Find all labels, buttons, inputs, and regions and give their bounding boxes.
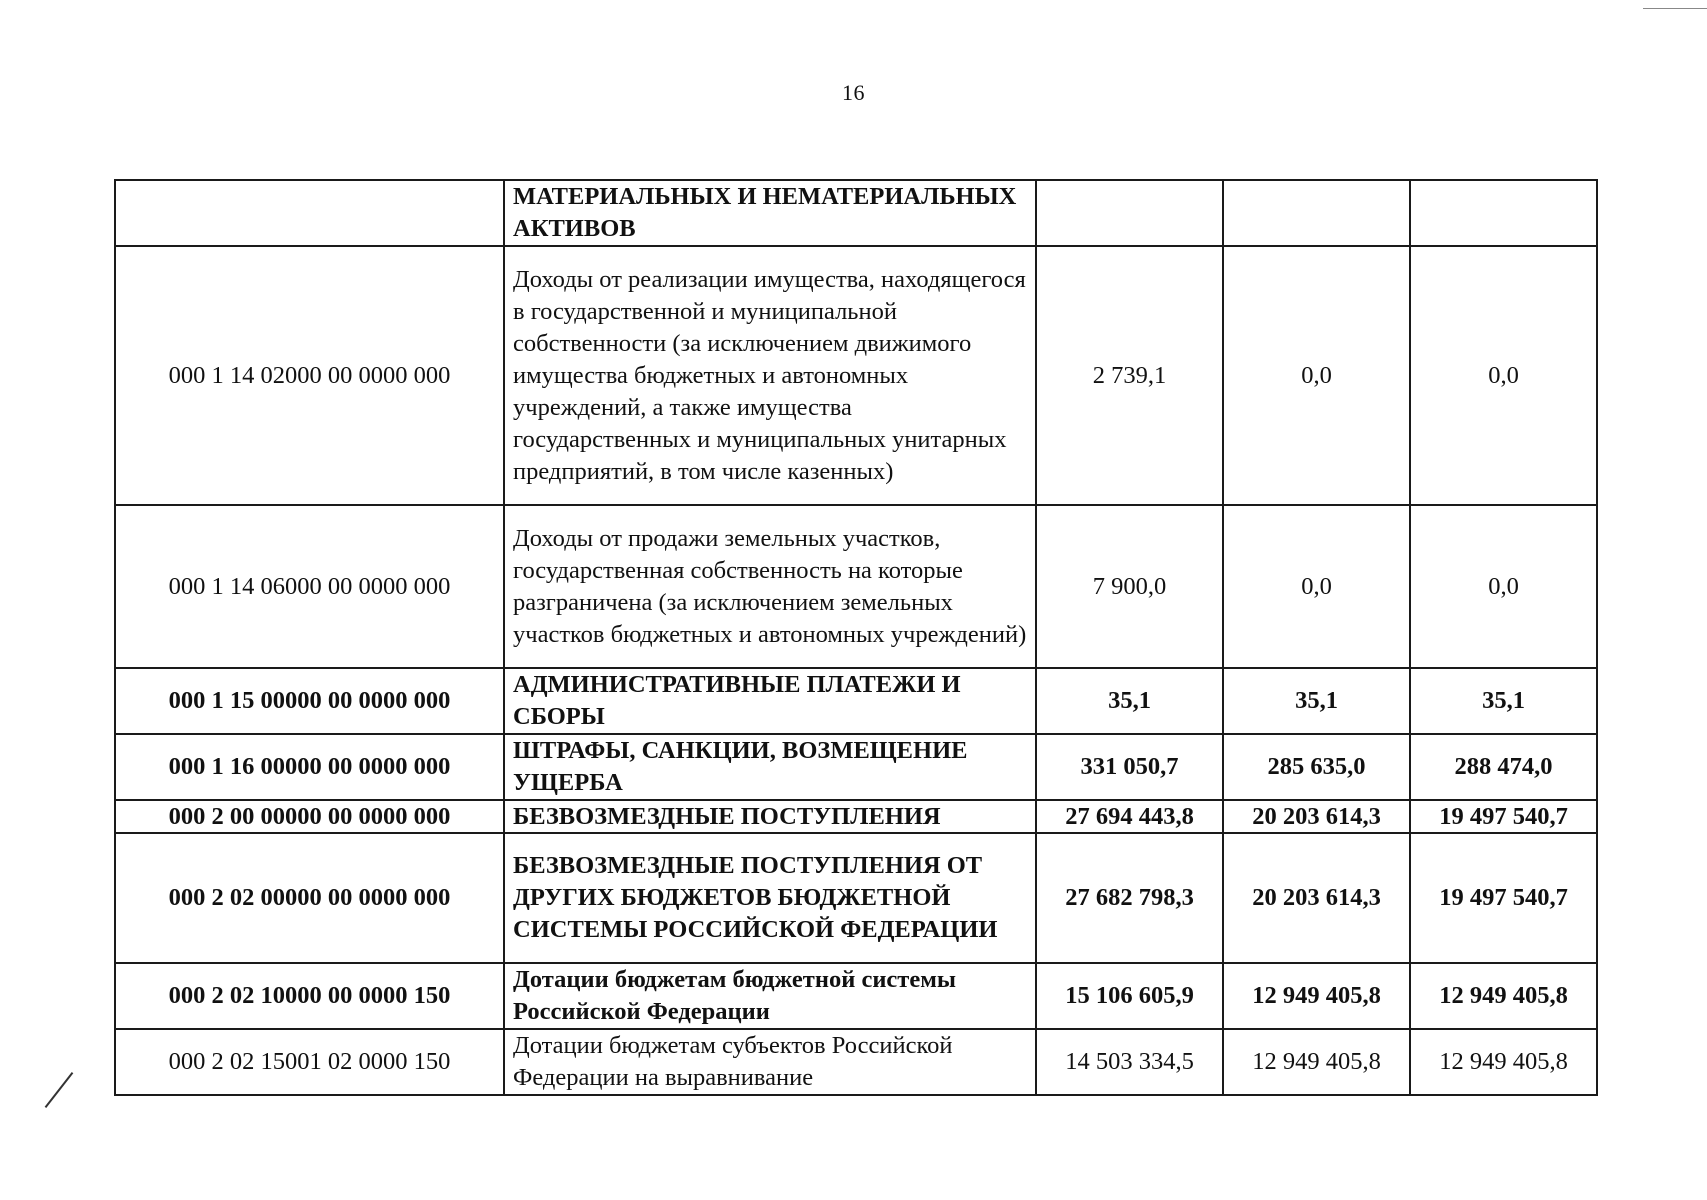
value-col-1: 15 106 605,9 [1036,963,1223,1029]
table-row [115,833,1597,963]
value-col-3: 0,0 [1410,505,1597,668]
value-col-2: 20 203 614,3 [1223,800,1410,833]
value-col-2: 285 635,0 [1223,734,1410,800]
value-col-1: 331 050,7 [1036,734,1223,800]
budget-code: 000 1 15 00000 00 0000 000 [115,668,504,734]
value-col-2: 0,0 [1223,505,1410,668]
revenue-name: Доходы от продажи земельных участков, государственная собственность на которые разграничена (за исключением земельных участков бюджетных и автономных учреждений) [504,505,1036,668]
revenue-name: ШТРАФЫ, САНКЦИИ, ВОЗМЕЩЕНИЕ УЩЕРБА [504,734,1036,800]
value-col-3: 12 949 405,8 [1410,963,1597,1029]
value-col-1: 27 694 443,8 [1036,800,1223,833]
value-col-2: 12 949 405,8 [1223,963,1410,1029]
scan-mark [45,1072,74,1108]
budget-code [115,180,504,246]
table-row [115,505,1597,668]
revenue-name: БЕЗВОЗМЕЗДНЫЕ ПОСТУПЛЕНИЯ [504,800,1036,833]
table-row [115,1029,1597,1095]
table-row [115,668,1597,734]
revenue-name: Дотации бюджетам бюджетной системы Российской Федерации [504,963,1036,1029]
budget-code: 000 2 02 15001 02 0000 150 [115,1029,504,1095]
budget-code: 000 1 16 00000 00 0000 000 [115,734,504,800]
value-col-1: 35,1 [1036,668,1223,734]
revenue-name: Дотации бюджетам субъектов Российской Федерации на выравнивание [504,1029,1036,1095]
value-col-3: 12 949 405,8 [1410,1029,1597,1095]
table-row [115,734,1597,800]
scan-edge-line [1643,8,1707,9]
budget-code: 000 1 14 06000 00 0000 000 [115,505,504,668]
table-row [115,800,1597,833]
budget-code: 000 2 00 00000 00 0000 000 [115,800,504,833]
revenue-name: МАТЕРИАЛЬНЫХ И НЕМАТЕРИАЛЬНЫХ АКТИВОВ [504,180,1036,246]
budget-code: 000 1 14 02000 00 0000 000 [115,246,504,505]
value-col-1 [1036,180,1223,246]
value-col-1: 7 900,0 [1036,505,1223,668]
revenue-name: БЕЗВОЗМЕЗДНЫЕ ПОСТУПЛЕНИЯ ОТ ДРУГИХ БЮДЖЕТОВ БЮДЖЕТНОЙ СИСТЕМЫ РОССИЙСКОЙ ФЕДЕРАЦИИ [504,833,1036,963]
value-col-2: 35,1 [1223,668,1410,734]
value-col-3 [1410,180,1597,246]
value-col-3: 19 497 540,7 [1410,833,1597,963]
budget-code: 000 2 02 00000 00 0000 000 [115,833,504,963]
page-number: 16 [842,80,865,105]
revenue-name: АДМИНИСТРАТИВНЫЕ ПЛАТЕЖИ И СБОРЫ [504,668,1036,734]
table-row [115,246,1597,505]
value-col-3: 35,1 [1410,668,1597,734]
revenue-name: Доходы от реализации имущества, находящегося в государственной и муниципальной собственности (за исключением движимого имущества бюджетных и автономных учреждений, а также имущества государственных и муниципальных унитарных предприятий, в том числе казенных) [504,246,1036,505]
value-col-2 [1223,180,1410,246]
budget-code: 000 2 02 10000 00 0000 150 [115,963,504,1029]
value-col-3: 0,0 [1410,246,1597,505]
value-col-1: 14 503 334,5 [1036,1029,1223,1095]
table-row [115,963,1597,1029]
value-col-2: 20 203 614,3 [1223,833,1410,963]
value-col-1: 27 682 798,3 [1036,833,1223,963]
value-col-3: 288 474,0 [1410,734,1597,800]
table-row [115,180,1597,246]
value-col-2: 12 949 405,8 [1223,1029,1410,1095]
value-col-1: 2 739,1 [1036,246,1223,505]
value-col-2: 0,0 [1223,246,1410,505]
budget-revenue-table [114,179,1598,1096]
value-col-3: 19 497 540,7 [1410,800,1597,833]
